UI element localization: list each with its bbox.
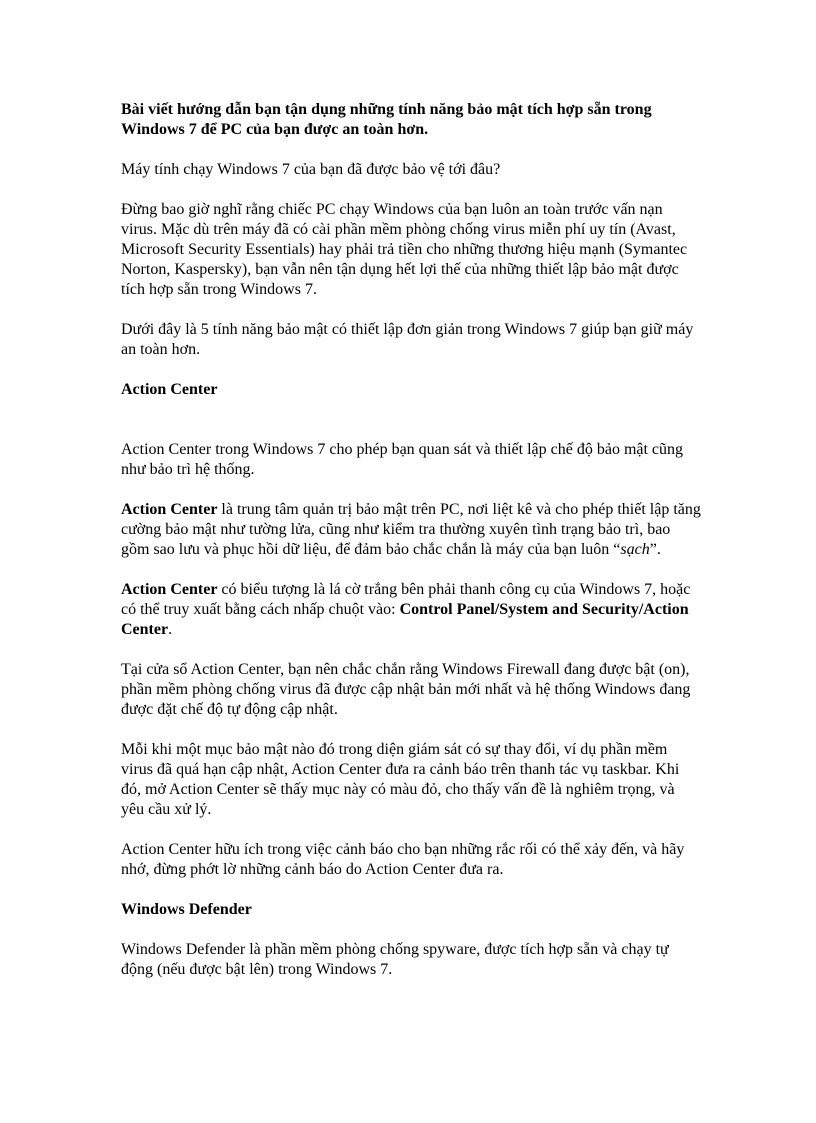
intro-question: Máy tính chạy Windows 7 của bạn đã được bảo vệ tới đâu? — [121, 161, 501, 178]
features-intro: Dưới đây là 5 tính năng bảo mật có thiết lập đơn giản trong Windows 7 giúp bạn giữ máy an toàn hơn. — [121, 321, 694, 358]
section-heading-windows-defender: Windows Defender — [121, 901, 252, 918]
action-center-paragraph-5: Mỗi khi một mục bảo mật nào đó trong diện giám sát có sự thay đổi, ví dụ phần mềm virus đã quá hạn cập nhật, Action Center đưa ra cảnh báo trên thanh tác vụ taskbar. Khi đó, mở Action Center sẽ thấy mục này có màu đỏ, cho thấy vấn đề là nghiêm trọng, và yêu cầu xử lý. — [121, 741, 680, 818]
action-center-term: Action Center — [121, 581, 218, 598]
action-center-paragraph-4: Tại cửa sổ Action Center, bạn nên chắc chắn rằng Windows Firewall đang được bật (on), phần mềm phòng chống virus đã được cập nhật bản mới nhất và hệ thống Windows đang được đặt chế độ tự động cập nhật. — [121, 661, 691, 718]
action-center-term: Action Center — [121, 501, 218, 518]
action-center-description: là trung tâm quản trị bảo mật trên PC, nơi liệt kê và cho phép thiết lập tăng cường bảo mật như tường lửa, cũng như kiểm tra thường xuyên tình trạng bảo trì, bao gồm sao lưu và phục hồi dữ liệu, để đảm bảo chắc chắn là máy của bạn luôn “ — [121, 501, 701, 558]
closing-quote: ”. — [649, 541, 661, 558]
action-center-paragraph-1: Action Center trong Windows 7 cho phép bạn quan sát và thiết lập chế độ bảo mật cũng như bảo trì hệ thống. — [121, 441, 684, 478]
intro-paragraph: Đừng bao giờ nghĩ rằng chiếc PC chạy Windows của bạn luôn an toàn trước vấn nạn virus. Mặc dù trên máy đã có cài phần mềm phòng chống virus miễn phí uy tín (Avast, Microsoft Security Essentials) hay phải trả tiền cho những thương hiệu mạnh (Symantec Norton, Kaspersky), bạn vẫn nên tận dụng hết lợi thế của những thiết lập bảo mật được tích hợp sẵn trong Windows 7. — [121, 201, 688, 298]
article-title: Bài viết hướng dẫn bạn tận dụng những tính năng bảo mật tích hợp sẵn trong Windows 7 để PC của bạn được an toàn hơn. — [121, 101, 652, 138]
clean-term: sạch — [620, 541, 650, 558]
action-center-paragraph-3 — [121, 580, 701, 640]
control-panel-path: Control Panel/System and Security/Action Center — [121, 601, 689, 638]
document-body — [121, 100, 701, 1000]
action-center-access-text: có biểu tượng là lá cờ trắng bên phải thanh công cụ của Windows 7, hoặc có thể truy xuất bằng cách nhấp chuột vào: — [121, 581, 691, 618]
action-center-paragraph-6: Action Center hữu ích trong việc cảnh báo cho bạn những rắc rối có thể xảy đến, và hãy nhớ, đừng phớt lờ những cảnh báo do Action Center đưa ra. — [121, 841, 685, 878]
action-center-paragraph-2 — [121, 500, 701, 560]
windows-defender-paragraph-1: Windows Defender là phần mềm phòng chống spyware, được tích hợp sẵn và chạy tự động (nếu được bật lên) trong Windows 7. — [121, 941, 669, 978]
section-heading-action-center: Action Center — [121, 381, 218, 398]
sentence-end: . — [168, 621, 173, 638]
